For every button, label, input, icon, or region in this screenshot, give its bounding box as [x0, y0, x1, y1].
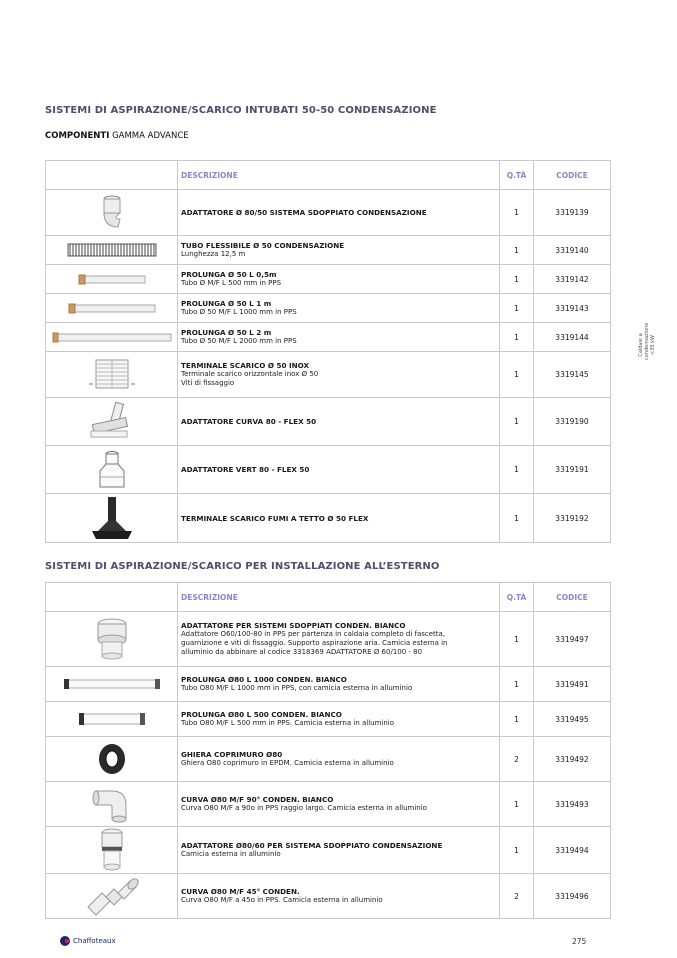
- product-name: TERMINALE SCARICO FUMI A TETTO Ø 50 FLEX: [181, 513, 369, 523]
- adapter-80-60-icon: [46, 827, 178, 874]
- product-code: 3319139: [534, 190, 611, 236]
- product-name: PROLUNGA Ø80 L 1000 CONDEN. BIANCO: [181, 675, 347, 684]
- table-row: [46, 782, 611, 827]
- product-quantity: 1: [500, 190, 534, 236]
- pipe-medium-icon: [46, 294, 178, 323]
- product-name: PROLUNGA Ø 50 L 0,5m: [181, 270, 277, 279]
- product-quantity: 1: [500, 702, 534, 737]
- product-name: TERMINALE SCARICO Ø 50 INOX: [181, 361, 310, 370]
- product-detail: Viti di fissaggio: [181, 379, 235, 387]
- product-detail: Tubo Ø 50 M/F L 2000 mm in PPS: [181, 337, 297, 345]
- curve-adapter-icon: [46, 398, 178, 446]
- brand-logo-icon: [60, 936, 70, 946]
- product-name: ADATTATORE PER SISTEMI SDOPPIATI CONDEN. BIANCO: [181, 621, 406, 630]
- header-description: DESCRIZIONE: [178, 583, 500, 612]
- product-description: [178, 352, 500, 398]
- pipe-long-icon: [46, 323, 178, 352]
- product-description: [178, 494, 500, 543]
- product-name: PROLUNGA Ø 50 L 2 m: [181, 328, 272, 337]
- table-row: [46, 827, 611, 874]
- product-description: [178, 737, 500, 782]
- table-row: [46, 323, 611, 352]
- table-header-row: [46, 583, 611, 612]
- product-name: PROLUNGA Ø80 L 500 CONDEN. BIANCO: [181, 710, 342, 719]
- product-description: [178, 667, 500, 702]
- adapter-white-icon: [46, 612, 178, 667]
- header-image: [46, 583, 178, 612]
- table-row: [46, 265, 611, 294]
- product-quantity: 2: [500, 874, 534, 919]
- product-code: 3319192: [534, 494, 611, 543]
- elbow-adapter-icon: [46, 190, 178, 236]
- table-row: [46, 294, 611, 323]
- product-description: [178, 294, 500, 323]
- product-detail: Terminale scarico orizzontale inox Ø 50: [181, 370, 319, 378]
- product-detail: Curva O80 M/F a 90o in PPS raggio largo. Camicia esterna in alluminio: [181, 804, 427, 812]
- product-description: [178, 782, 500, 827]
- product-quantity: 1: [500, 782, 534, 827]
- product-name: ADATTATORE CURVA 80 - FLEX 50: [181, 417, 317, 426]
- product-description: [178, 323, 500, 352]
- header-description: DESCRIZIONE: [178, 161, 500, 190]
- product-code: 3319491: [534, 667, 611, 702]
- product-detail: Curva O80 M/F a 45o in PPS. Camicia esterna in alluminio: [181, 896, 383, 904]
- product-code: 3319496: [534, 874, 611, 919]
- elbow-45-icon: [46, 874, 178, 919]
- product-quantity: 1: [500, 236, 534, 265]
- product-detail: alluminio da abbinare al codice 3318369 ADATTATORE Ø 60/100 - 80: [181, 648, 423, 656]
- product-description: [178, 190, 500, 236]
- product-code: 3319145: [534, 352, 611, 398]
- product-quantity: 1: [500, 667, 534, 702]
- table-header-row: [46, 161, 611, 190]
- table-row: [46, 352, 611, 398]
- roof-terminal-icon: [46, 494, 178, 543]
- product-quantity: 1: [500, 398, 534, 446]
- side-label-line: condensazione: [644, 322, 650, 360]
- product-description: [178, 874, 500, 919]
- header-quantity: Q.TÀ: [500, 583, 534, 612]
- elbow-90-icon: [46, 782, 178, 827]
- product-code: 3319492: [534, 737, 611, 782]
- table-row: [46, 702, 611, 737]
- product-quantity: 1: [500, 494, 534, 543]
- product-code: 3319142: [534, 265, 611, 294]
- product-code: 3319493: [534, 782, 611, 827]
- section-subtitle: [45, 131, 189, 141]
- product-description: [178, 236, 500, 265]
- subtitle-bold: COMPONENTI: [45, 131, 110, 141]
- table-row: [46, 236, 611, 265]
- table-row: [46, 667, 611, 702]
- side-label: [638, 322, 656, 360]
- flexible-pipe-icon: [46, 236, 178, 265]
- product-detail: Tubo O80 M/F L 1000 mm in PPS, con camicia esterna in alluminio: [181, 684, 413, 692]
- section-title-2: SISTEMI DI ASPIRAZIONE/SCARICO PER INSTALLAZIONE ALL’ESTERNO: [45, 561, 440, 572]
- product-quantity: 1: [500, 612, 534, 667]
- header-code: CODICE: [534, 583, 611, 612]
- external-table: [45, 582, 611, 919]
- header-quantity: Q.TÀ: [500, 161, 534, 190]
- table-row: [46, 398, 611, 446]
- product-detail: Lunghezza 12,5 m: [181, 250, 246, 258]
- product-name: ADATTATORE VERT 80 - FLEX 50: [181, 465, 310, 474]
- product-name: CURVA Ø80 M/F 90° CONDEN. BIANCO: [181, 795, 334, 804]
- product-code: 3319494: [534, 827, 611, 874]
- table-row: [46, 612, 611, 667]
- brand-logo: [60, 936, 116, 946]
- components-table: [45, 160, 611, 543]
- product-code: 3319144: [534, 323, 611, 352]
- pipe-white-long-icon: [46, 667, 178, 702]
- product-quantity: 1: [500, 323, 534, 352]
- product-code: 3319190: [534, 398, 611, 446]
- pipe-short-icon: [46, 265, 178, 294]
- subtitle-rest: GAMMA ADVANCE: [109, 131, 189, 141]
- side-label-line: <35 kW: [650, 335, 656, 355]
- product-description: [178, 265, 500, 294]
- product-detail: guarnizione e viti di fissaggio. Supporto aspirazione aria. Camicia esterna in: [181, 639, 448, 647]
- product-detail: Tubo Ø 50 M/F L 1000 mm in PPS: [181, 308, 297, 316]
- pipe-white-short-icon: [46, 702, 178, 737]
- product-description: [178, 446, 500, 494]
- product-name: CURVA Ø80 M/F 45° CONDEN.: [181, 887, 300, 896]
- wall-ring-icon: [46, 737, 178, 782]
- header-image: [46, 161, 178, 190]
- product-name: GHIERA COPRIMURO Ø80: [181, 750, 283, 759]
- product-quantity: 1: [500, 827, 534, 874]
- product-name: TUBO FLESSIBILE Ø 50 CONDENSAZIONE: [181, 241, 345, 250]
- header-code: CODICE: [534, 161, 611, 190]
- table-row: [46, 494, 611, 543]
- table-row: [46, 446, 611, 494]
- side-label-line: Caldaie a: [638, 333, 644, 357]
- product-description: [178, 827, 500, 874]
- table-row: [46, 190, 611, 236]
- section-title-1: SISTEMI DI ASPIRAZIONE/SCARICO INTUBATI 50-50 CONDENSAZIONE: [45, 105, 437, 116]
- product-detail: Tubo Ø M/F L 500 mm in PPS: [181, 279, 282, 287]
- product-detail: Adattatore O60/100-80 in PPS per partenza in caldaia completo di fascetta,: [181, 630, 446, 638]
- product-quantity: 1: [500, 294, 534, 323]
- product-code: 3319191: [534, 446, 611, 494]
- product-name: PROLUNGA Ø 50 L 1 m: [181, 299, 272, 308]
- product-quantity: 1: [500, 352, 534, 398]
- product-name: ADATTATORE Ø 80/50 SISTEMA SDOPPIATO CONDENSAZIONE: [181, 208, 427, 217]
- product-detail: Ghiera O80 coprimuro in EPDM. Camicia esterna in alluminio: [181, 759, 394, 767]
- product-quantity: 1: [500, 265, 534, 294]
- product-quantity: 1: [500, 446, 534, 494]
- page-number: 275: [572, 937, 587, 946]
- product-code: 3319140: [534, 236, 611, 265]
- product-code: 3319497: [534, 612, 611, 667]
- table-row: [46, 874, 611, 919]
- product-name: ADATTATORE Ø80/60 PER SISTEMA SDOPPIATO CONDENSAZIONE: [181, 841, 443, 850]
- terminal-grid-icon: [46, 352, 178, 398]
- table-row: [46, 737, 611, 782]
- product-description: [178, 398, 500, 446]
- product-code: 3319143: [534, 294, 611, 323]
- brand-name: Chaffoteaux: [73, 937, 116, 945]
- product-code: 3319495: [534, 702, 611, 737]
- vertical-adapter-icon: [46, 446, 178, 494]
- product-quantity: 2: [500, 737, 534, 782]
- product-detail: Tubo O80 M/F L 500 mm in PPS. Camicia esterna in alluminio: [181, 719, 395, 727]
- product-description: [178, 702, 500, 737]
- product-detail: Camicia esterna in alluminio: [181, 850, 281, 858]
- product-description: [178, 612, 500, 667]
